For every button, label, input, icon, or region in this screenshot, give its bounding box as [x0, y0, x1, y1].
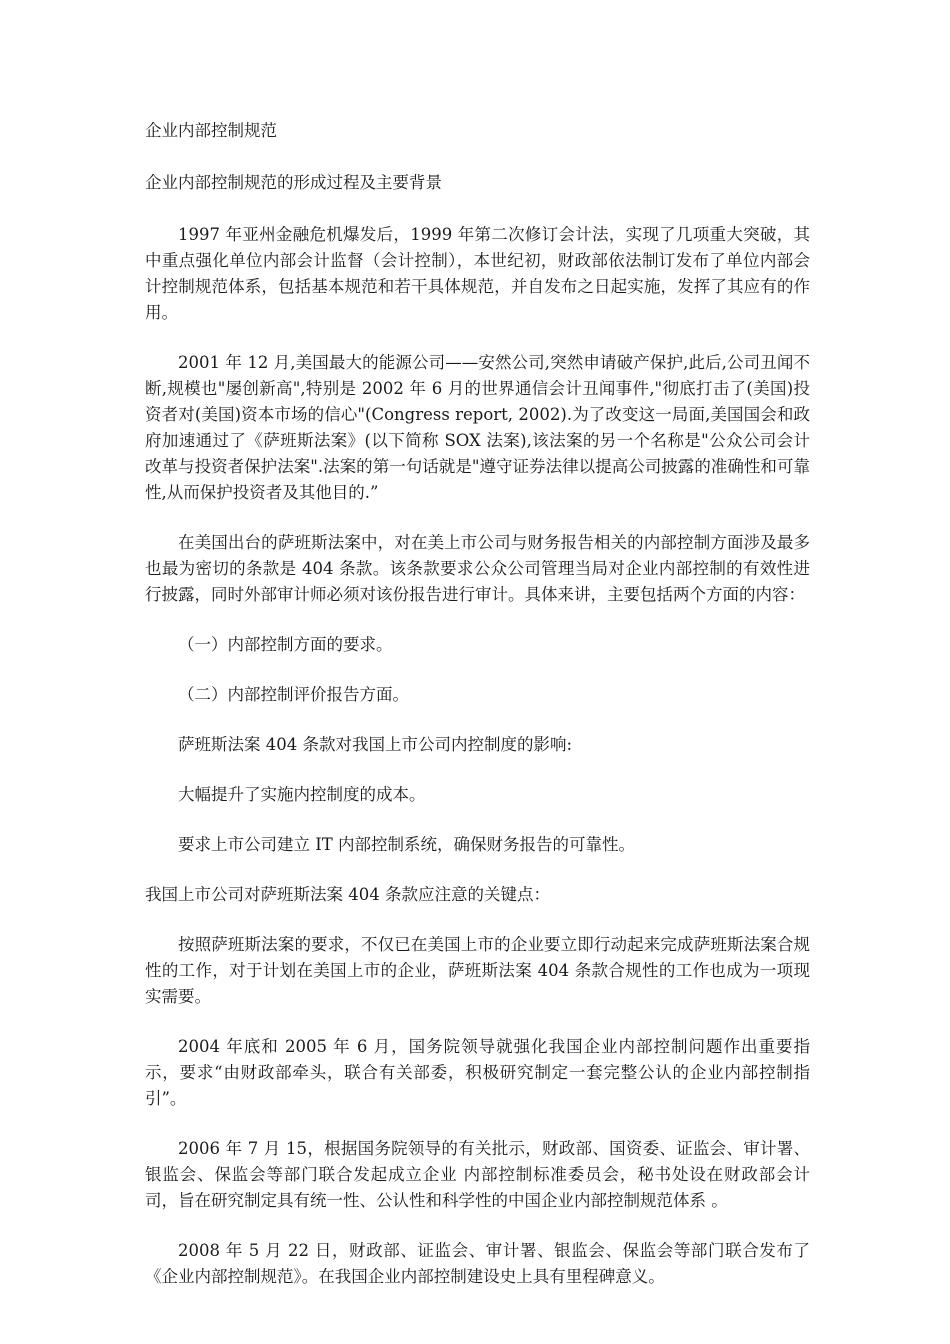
paragraph-compliance: 按照萨班斯法案的要求，不仅已在美国上市的企业要立即行动起来完成萨班斯法案合规性的工作，对于计划在美国上市的企业，萨班斯法案 404 条款合规性的工作也成为一项现实需要。 — [145, 935, 810, 1006]
document-title: 企业内部控制规范 — [145, 121, 277, 140]
paragraph-2004-2005: 2004 年底和 2005 年 6 月，国务院领导就强化我国企业内部控制问题作出重要指示，要求“由财政部牵头，联合有关部委，积极研究制定一套完整公认的企业内部控制指引”。 — [145, 1037, 810, 1108]
paragraph-key-points-heading: 我国上市公司对萨班斯法案 404 条款应注意的关键点： — [145, 885, 550, 904]
list-item-internal-control: （一）内部控制方面的要求。 — [178, 635, 393, 654]
document-body — [145, 118, 810, 1314]
paragraph-impact-cost: 大幅提升了实施内控制度的成本。 — [178, 785, 426, 804]
paragraph-enron-sox: 2001 年 12 月,美国最大的能源公司——安然公司,突然申请破产保护,此后,公司丑闻不断,规模也"屡创新高",特别是 2002 年 6 月的世界通信会计丑闻事件,"彻底打击了(美国)投资者对(美国)资本市场的信心"(Congress report, 2002).为了改变这一局面,美国国会和政府加速通过了《萨班斯法案》(以下简称 SOX 法案),该法案的另一个名称是"公众公司会计改革与投资者保护法案".法案的第一句话就是"遵守证券法律以提高公司披露的准确性和可靠性,从而保护投资者及其他目的.” — [145, 353, 810, 502]
paragraph-2008: 2008 年 5 月 22 日，财政部、证监会、审计署、银监会、保监会等部门联合发布了《企业内部控制规范》。在我国企业内部控制建设史上具有里程碑意义。 — [145, 1241, 810, 1286]
paragraph-section-404: 在美国出台的萨班斯法案中，对在美上市公司与财务报告相关的内部控制方面涉及最多也最为密切的条款是 404 条款。该条款要求公众公司管理当局对企业内部控制的有效性进行披露，同时外部审计师必须对该份报告进行审计。具体来讲，主要包括两个方面的内容： — [145, 533, 810, 604]
document-subtitle: 企业内部控制规范的形成过程及主要背景 — [145, 173, 442, 192]
paragraph-1997-background: 1997 年亚州金融危机爆发后，1999 年第二次修订会计法，实现了几项重大突破，其中重点强化单位内部会计监督（会计控制），本世纪初，财政部依法制订发布了单位内部会计控制规范体系，包括基本规范和若干具体规范，并自发布之日起实施，发挥了其应有的作用。 — [145, 225, 810, 322]
list-item-evaluation-report: （二）内部控制评价报告方面。 — [178, 685, 409, 704]
paragraph-2006: 2006 年 7 月 15，根据国务院领导的有关批示，财政部、国资委、证监会、审计署、银监会、保监会等部门联合发起成立企业 内部控制标准委员会，秘书处设在财政部会计司，旨在研究制定具有统一性、公认性和科学性的中国企业内部控制规范体系 。 — [145, 1139, 810, 1210]
paragraph-impact-heading: 萨班斯法案 404 条款对我国上市公司内控制度的影响: — [178, 735, 573, 754]
paragraph-impact-it-control: 要求上市公司建立 IT 内部控制系统，确保财务报告的可靠性。 — [178, 835, 636, 854]
